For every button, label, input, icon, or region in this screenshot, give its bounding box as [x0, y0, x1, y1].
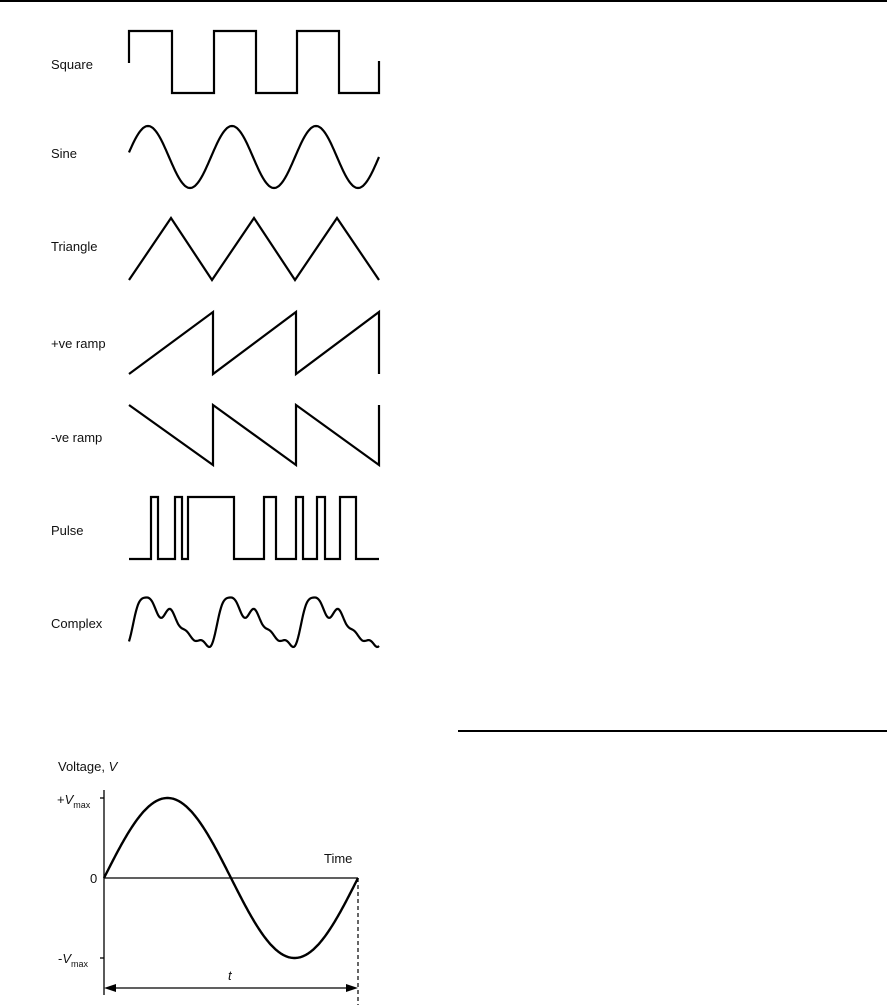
square-wave [129, 31, 379, 93]
y-axis-title: Voltage, V [58, 759, 118, 774]
neg-peak-label: $-V_{max}$ [58, 951, 89, 969]
sine-diagram [57, 759, 358, 1005]
triangle-wave [129, 218, 379, 280]
label-pulse: Pulse [51, 523, 84, 538]
label-triangle: Triangle [51, 239, 98, 254]
zero-label: 0 [90, 871, 98, 886]
arrow-left-icon [104, 984, 116, 992]
time-axis-label: Time [324, 851, 353, 866]
negative-ramp-wave [129, 405, 379, 465]
label-sine: Sine [51, 146, 78, 161]
label-neg-ramp: -ve ramp [51, 430, 103, 445]
label-pos-ramp: +ve ramp [51, 336, 106, 351]
label-complex: Complex [51, 616, 103, 631]
positive-ramp-wave [129, 312, 379, 374]
complex-wave [129, 598, 379, 648]
pos-peak-label: $+V_{max}$ [57, 792, 91, 810]
sine-wave [129, 126, 379, 188]
arrow-right-icon [346, 984, 358, 992]
pulse-wave [129, 497, 379, 559]
period-label: t [228, 968, 232, 983]
label-square: Square [51, 57, 93, 72]
